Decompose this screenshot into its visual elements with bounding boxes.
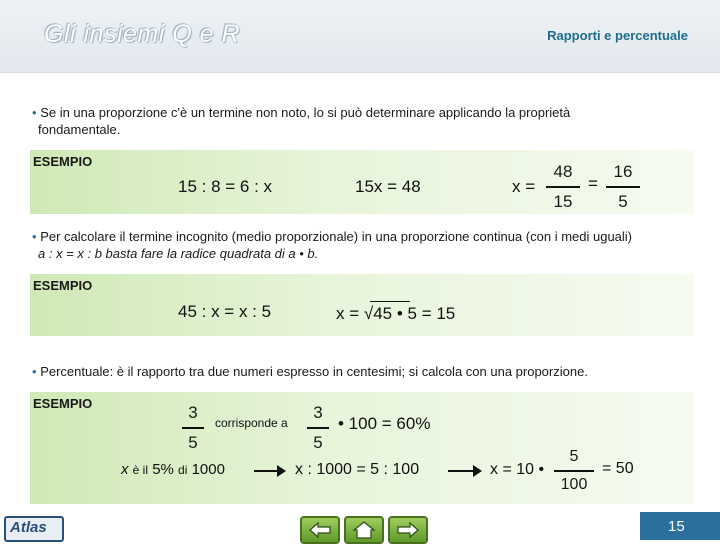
percent-result: • 100 = 60%	[338, 414, 431, 433]
example-label: ESEMPIO	[33, 154, 93, 169]
numerator: 16	[613, 162, 633, 181]
corrisponde-text: corrisponde a	[215, 416, 288, 430]
logo-text: Atlas	[10, 519, 47, 536]
arrow-right-icon	[396, 521, 420, 539]
bullet-text: Per calcolare il termine incognito (medio proporzionale) in una proporzione continua (con i medi uguali)	[40, 229, 633, 244]
example-label: ESEMPIO	[33, 278, 93, 293]
bullet-text: Percentuale: è il rapporto tra due numeri espresso in centesimi; si calcola con una proporzione.	[40, 364, 588, 379]
bullet-text: a : x = x : b basta fare la radice quadrata di a • b.	[38, 246, 319, 261]
denominator: 5	[188, 433, 198, 452]
proportion: x : 1000 = 5 : 100	[295, 461, 420, 478]
proportion: 15 : 8 = 6 : x	[178, 177, 273, 196]
square-root-equation: x = √45 • 5 = 15	[336, 304, 456, 323]
page-title: Gli insiemi Q e R	[44, 20, 241, 48]
fraction	[554, 448, 594, 494]
statement-word: di	[178, 463, 188, 477]
equals-sign: =	[588, 174, 598, 193]
variable-x: x	[121, 461, 129, 478]
slide-header	[0, 0, 720, 73]
numerator: 48	[553, 162, 573, 181]
denominator: 15	[553, 192, 573, 211]
arrow-right-icon	[254, 470, 284, 472]
example-box	[30, 392, 694, 504]
numerator: 3	[313, 403, 323, 422]
example-label: ESEMPIO	[33, 396, 93, 411]
denominator: 100	[560, 476, 588, 493]
bullet-dot: •	[32, 105, 37, 120]
bullet-percentuale	[32, 363, 702, 380]
arrow-right-icon	[448, 470, 480, 472]
numerator: 3	[188, 403, 198, 422]
x-equals: x =	[512, 177, 536, 196]
denominator: 5	[313, 433, 323, 452]
proportion: 45 : x = x : 5	[178, 302, 272, 321]
fraction-bar	[546, 186, 580, 188]
fraction	[307, 403, 329, 453]
fraction-bar	[182, 427, 204, 429]
bullet-text: Se in una proporzione c'è un termine non noto, lo si può determinare applicando la proprietà	[40, 105, 571, 120]
bullet-text: fondamentale.	[38, 122, 121, 137]
statement-percent: 5%	[152, 461, 174, 478]
fraction	[182, 403, 204, 453]
result-lhs: x = 10 •	[490, 461, 545, 478]
page-number: 15	[668, 518, 685, 535]
bullet-medio-proporzionale	[32, 228, 702, 262]
home-icon	[352, 521, 376, 539]
radical-bar	[370, 301, 410, 302]
result-rhs: = 50	[602, 460, 634, 477]
bullet-dot: •	[32, 229, 37, 244]
product-equation: 15x = 48	[355, 177, 421, 196]
atlas-logo	[4, 516, 64, 542]
fraction	[546, 162, 580, 212]
statement-number: 1000	[191, 461, 225, 478]
fraction-bar	[606, 186, 640, 188]
percent-statement	[121, 461, 225, 478]
fraction-bar	[307, 427, 329, 429]
fraction-bar	[554, 470, 594, 472]
statement-word: è il	[132, 463, 149, 477]
fraction	[606, 162, 640, 212]
bullet-dot: •	[32, 364, 37, 379]
page-number-badge	[640, 512, 720, 540]
arrow-left-icon	[308, 521, 332, 539]
denominator: 5	[618, 192, 628, 211]
section-subtitle: Rapporti e percentuale	[547, 28, 688, 43]
numerator: 5	[569, 448, 579, 465]
bullet-proprieta	[32, 104, 682, 138]
